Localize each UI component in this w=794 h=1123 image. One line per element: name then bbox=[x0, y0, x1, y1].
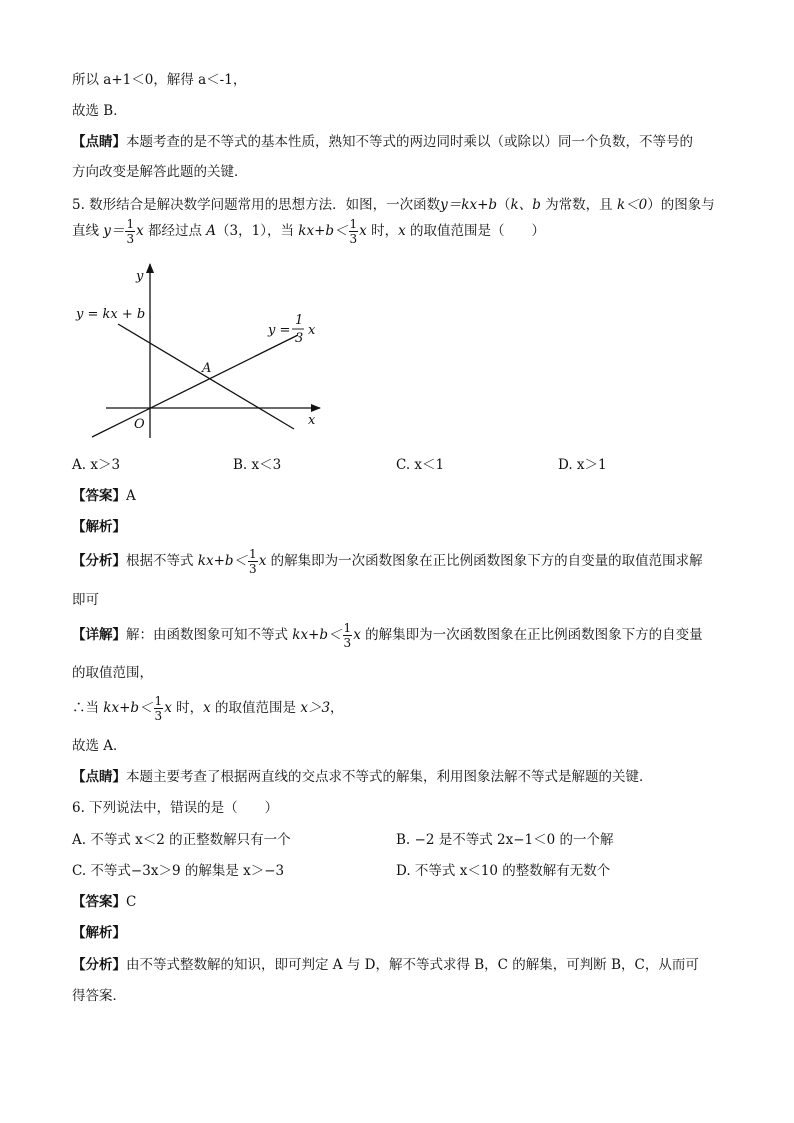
q6-option-d: D. 不等式 x＜10 的整数解有无数个 bbox=[396, 863, 611, 879]
question-5-line-2 bbox=[72, 218, 545, 245]
text-span: 解：由函数图象可知不等式 bbox=[126, 627, 293, 643]
analysis-line bbox=[72, 953, 699, 973]
text-span: （ bbox=[497, 197, 511, 213]
math-span: y＝ bbox=[103, 223, 125, 239]
math-span: A bbox=[206, 223, 217, 239]
math-span: x bbox=[164, 700, 172, 716]
math-span: k＜0 bbox=[616, 197, 648, 213]
fraction-num: 1 bbox=[349, 217, 358, 231]
text-span: 根据不等式 bbox=[126, 553, 198, 569]
point-a-label: A bbox=[202, 361, 212, 376]
line-one-third-label-num: 1 bbox=[295, 313, 304, 328]
text-line: 即可 bbox=[72, 592, 99, 608]
text-span: 时， bbox=[366, 223, 399, 239]
origin-label: O bbox=[134, 417, 145, 432]
tag-analysis: 【解析】 bbox=[72, 519, 126, 535]
text-span: ）的图象与 bbox=[647, 197, 715, 213]
q6-option-a: A. 不等式 x＜2 的正整数解只有一个 bbox=[72, 832, 291, 848]
math-span: x bbox=[353, 627, 361, 643]
text-line bbox=[72, 765, 653, 785]
fraction-num: 1 bbox=[154, 694, 163, 708]
question-6-title: 6. 下列说法中，错误的是（ ） bbox=[72, 800, 279, 816]
text-span: 直线 bbox=[72, 223, 104, 239]
option-d: D. x＞1 bbox=[558, 457, 607, 473]
q6-option-b: B. −2 是不等式 2x−1＜0 的一个解 bbox=[396, 832, 614, 848]
text-line: 方向改变是解答此题的关键． bbox=[72, 164, 248, 180]
text-span: （3，1），当 bbox=[216, 223, 299, 239]
math-span: kx+b＜ bbox=[197, 553, 248, 569]
tag-answer: 【答案】 bbox=[72, 894, 126, 910]
fraction bbox=[349, 218, 359, 245]
line-one-third-label-right: x bbox=[308, 323, 316, 338]
text-line: 得答案． bbox=[72, 988, 126, 1004]
math-span: x bbox=[203, 700, 211, 716]
line-one-third-label-left: y = bbox=[268, 323, 291, 338]
text-line: 的取值范围， bbox=[72, 665, 153, 681]
math-span: k、b bbox=[510, 197, 541, 213]
text-line: 故选 B． bbox=[72, 103, 127, 119]
option-c: C. x＜1 bbox=[396, 457, 445, 473]
tag-dianjing: 【点睛】 bbox=[72, 134, 126, 150]
option-a: A. x＞3 bbox=[72, 457, 121, 473]
fraction-den: 3 bbox=[126, 232, 135, 246]
answer-value: A bbox=[126, 488, 136, 504]
answer-line bbox=[72, 484, 136, 504]
math-span: y＝kx+b bbox=[440, 197, 498, 213]
analysis-line bbox=[72, 548, 703, 575]
text-span: 本题主要考查了根据两直线的交点求不等式的解集，利用图象法解不等式是解题的关键． bbox=[126, 769, 653, 785]
text-span: 时， bbox=[171, 700, 204, 716]
text-span: 为常数，且 bbox=[540, 197, 617, 213]
text-span: 本题考查的是不等式的基本性质，熟知不等式的两边同时乘以（或除以）同一个负数，不等号的 bbox=[126, 134, 693, 150]
math-span: x bbox=[136, 223, 144, 239]
text-span: 5. 数形结合是解决数学问题常用的思想方法．如图，一次函数 bbox=[72, 197, 441, 213]
math-span: kx+b＜ bbox=[292, 627, 342, 643]
line-kx-plus-b-label: y = kx + b bbox=[76, 307, 146, 322]
fraction-num: 1 bbox=[343, 621, 352, 635]
math-span: x bbox=[398, 223, 406, 239]
fraction-den: 3 bbox=[154, 709, 163, 723]
text-line bbox=[72, 130, 693, 150]
fraction bbox=[343, 622, 353, 649]
tag-fenxi: 【分析】 bbox=[72, 553, 126, 569]
tag-analysis: 【解析】 bbox=[72, 925, 126, 941]
math-span: x bbox=[258, 553, 267, 569]
option-b: B. x＜3 bbox=[233, 457, 282, 473]
detail-line bbox=[72, 622, 703, 649]
fraction-num: 1 bbox=[249, 547, 257, 561]
text-span: 的取值范围是（ ） bbox=[405, 223, 546, 239]
function-graph bbox=[68, 262, 338, 442]
text-span: 都经过点 bbox=[143, 223, 207, 239]
math-span: x bbox=[359, 223, 367, 239]
x-axis-label: x bbox=[308, 413, 316, 428]
fraction bbox=[125, 218, 135, 245]
answer-value: C bbox=[126, 894, 137, 910]
fraction-den: 3 bbox=[349, 232, 358, 246]
text-span: 的解集即为一次函数图象在正比例函数图象下方的自变量 bbox=[360, 627, 703, 643]
answer-line bbox=[72, 890, 136, 910]
text-span: 的解集即为一次函数图象在正比例函数图象下方的自变量的取值范围求解 bbox=[266, 553, 703, 569]
text-span: 的取值范围是 bbox=[210, 700, 301, 716]
fraction-den: 3 bbox=[343, 636, 352, 650]
question-5-line-1 bbox=[72, 193, 715, 213]
math-span: kx+b＜ bbox=[298, 223, 348, 239]
line-kx-plus-b bbox=[118, 324, 294, 429]
fraction bbox=[154, 695, 164, 722]
math-span: kx+b＜ bbox=[103, 700, 153, 716]
fraction bbox=[248, 548, 258, 575]
line-one-third-label-den: 3 bbox=[295, 331, 304, 346]
text-span: ， bbox=[330, 700, 344, 716]
text-span: ∴当 bbox=[72, 700, 104, 716]
text-span: 由不等式整数解的知识，即可判定 A 与 D，解不等式求得 B，C 的解集，可判断 B，C，从而可 bbox=[126, 957, 699, 973]
tag-xiangjie: 【详解】 bbox=[72, 627, 126, 643]
fraction-num: 1 bbox=[126, 217, 135, 231]
math-span: x＞3 bbox=[300, 700, 331, 716]
text-line: 所以 a+1＜0，解得 a＜-1， bbox=[72, 72, 247, 88]
detail-line-3 bbox=[72, 695, 344, 722]
y-axis-label: y bbox=[136, 269, 144, 284]
fraction-den: 3 bbox=[249, 562, 257, 576]
q6-option-c: C. 不等式−3x＞9 的解集是 x＞−3 bbox=[72, 863, 285, 879]
text-line: 故选 A． bbox=[72, 738, 127, 754]
tag-dianjing: 【点睛】 bbox=[72, 769, 126, 785]
tag-answer: 【答案】 bbox=[72, 488, 126, 504]
tag-fenxi: 【分析】 bbox=[72, 957, 126, 973]
line-one-third-x bbox=[92, 335, 298, 437]
